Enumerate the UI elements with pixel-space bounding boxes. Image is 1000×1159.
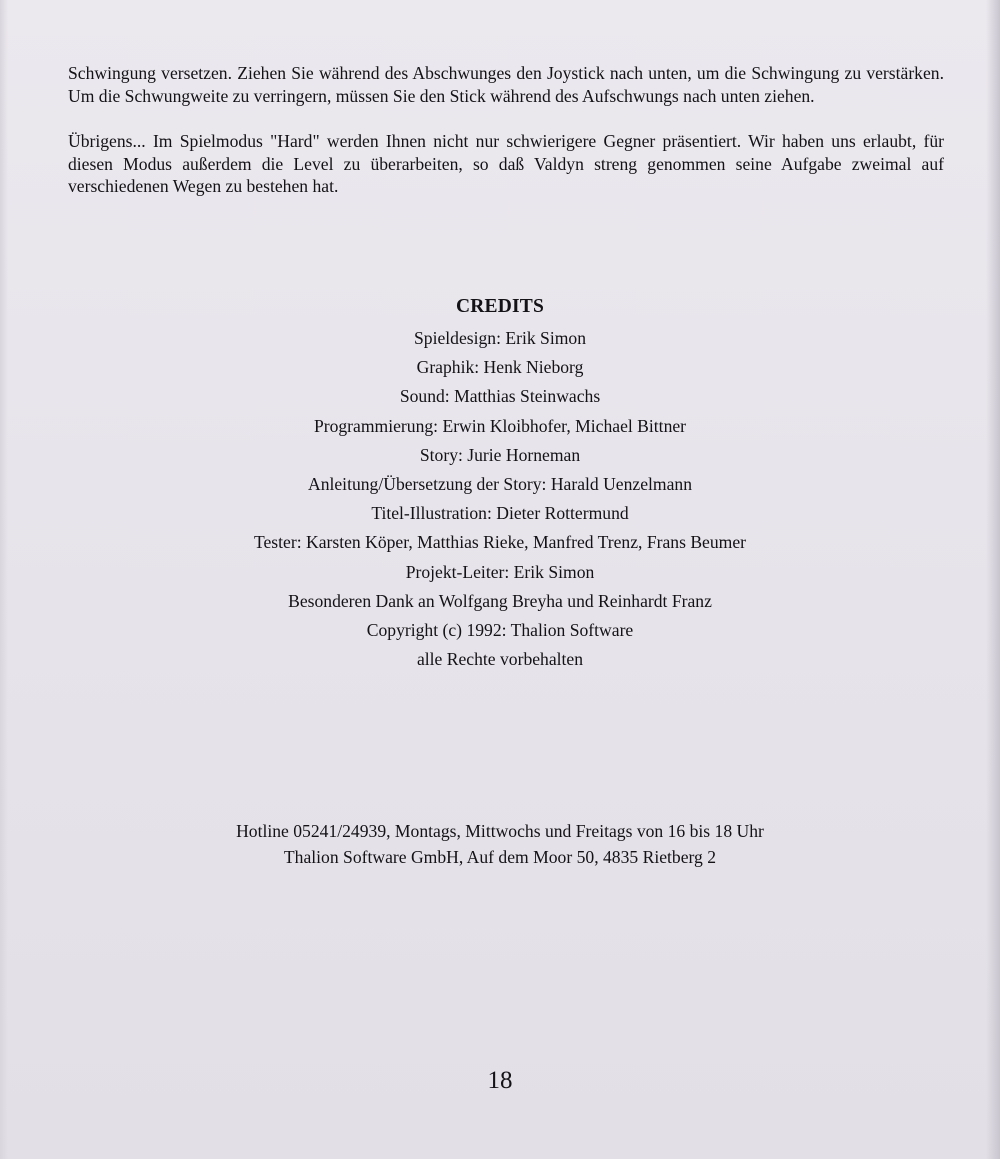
credit-story: Story: Jurie Horneman	[419, 444, 581, 465]
credit-testers: Tester: Karsten Köper, Matthias Rieke, Manfred Trenz, Frans Beumer	[253, 532, 747, 553]
body-paragraph-swing: Schwingung versetzen. Ziehen Sie während des Abschwunges den Joystick nach unten, um die Schwingung zu verstärken. Um die Schwungweite zu verringern, müssen Sie den Stick während des Aufschwungs nach unten ziehen.	[68, 63, 944, 106]
credit-copyright: Copyright (c) 1992: Thalion Software	[366, 620, 634, 641]
credit-programming: Programmierung: Erwin Kloibhofer, Michael Bittner	[313, 415, 687, 436]
credit-graphics: Graphik: Henk Nieborg	[416, 357, 584, 378]
company-address: Thalion Software GmbH, Auf dem Moor 50, 4835 Rietberg 2	[283, 847, 717, 867]
credit-project-lead: Projekt-Leiter: Erik Simon	[405, 561, 595, 582]
credit-special-thanks: Besonderen Dank an Wolfgang Breyha und Reinhardt Franz	[288, 590, 712, 611]
body-paragraph-hard-mode: Übrigens... Im Spielmodus "Hard" werden Ihnen nicht nur schwierigere Gegner präsentiert. Wir haben uns erlaubt, für diesen Modus außerdem die Level zu überarbeiten, so daß Valdyn streng genommen seine Aufgabe zweimal auf verschiedenen Wegen zu bestehen hat.	[68, 131, 944, 196]
credit-game-design: Spieldesign: Erik Simon	[413, 328, 587, 348]
credit-title-illustration: Titel-Illustration: Dieter Rottermund	[371, 503, 629, 524]
page-number: 18	[487, 1067, 513, 1094]
credit-sound: Sound: Matthias Steinwachs	[399, 386, 601, 407]
hotline-section	[0, 818, 1000, 870]
credits-section	[0, 294, 1000, 674]
credit-manual-translation: Anleitung/Übersetzung der Story: Harald Uenzelmann	[307, 474, 692, 495]
credit-rights-reserved: alle Rechte vorbehalten	[416, 649, 584, 670]
hotline-phone: Hotline 05241/24939, Montags, Mittwochs und Freitags von 16 bis 18 Uhr	[236, 821, 764, 841]
credits-heading: CREDITS	[455, 296, 545, 317]
